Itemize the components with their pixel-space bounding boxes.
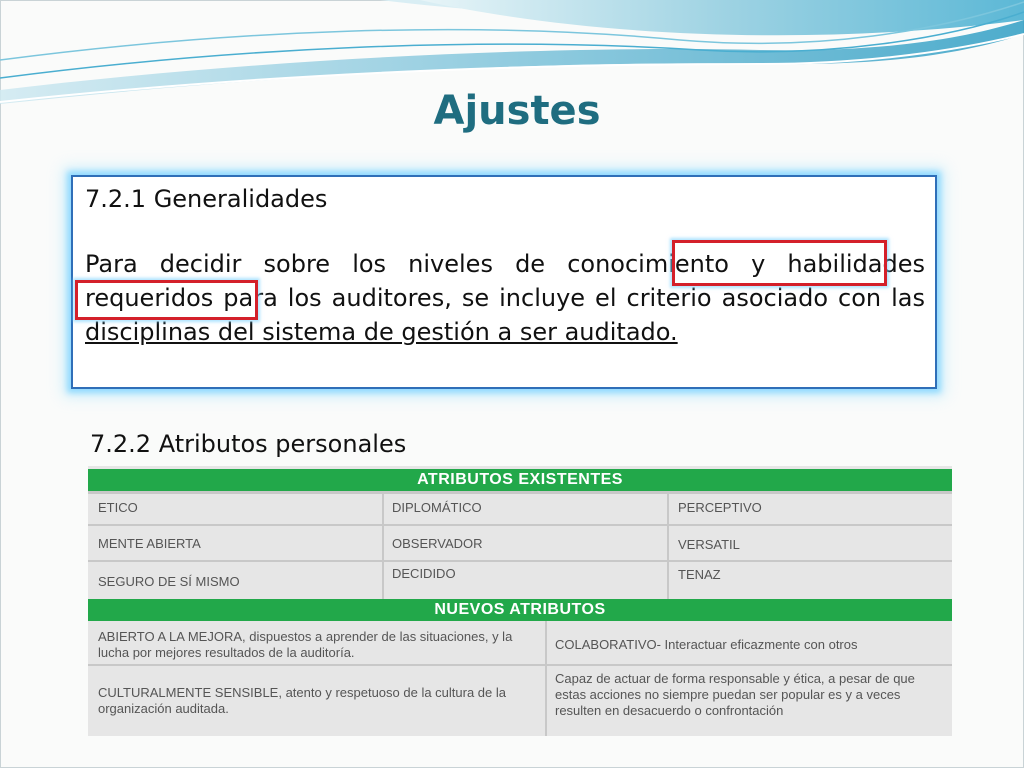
- table-cell: TENAZ: [678, 567, 721, 582]
- table-cell: DECIDIDO: [392, 566, 456, 581]
- slide-title: Ajustes: [433, 88, 601, 134]
- paragraph-text: y: [728, 250, 788, 278]
- highlight-box-conocimiento: [672, 240, 887, 286]
- table-cell: COLABORATIVO- Interactuar eficazmente con otros: [555, 637, 858, 652]
- table-band-new: NUEVOS ATRIBUTOS: [88, 599, 952, 621]
- underlined-phrase: disciplinas del sistema de gestión a ser auditado.: [85, 318, 678, 346]
- generalidades-box: [71, 175, 937, 389]
- grid-line: [545, 621, 547, 736]
- table-cell: CULTURALMENTE SENSIBLE, atento y respetuoso de la cultura de la organización auditada.: [98, 685, 507, 716]
- table-cell: MENTE ABIERTA: [98, 536, 201, 551]
- grid-line: [88, 664, 952, 666]
- table-band-existing: ATRIBUTOS EXISTENTES: [88, 469, 952, 491]
- table-cell: VERSATIL: [678, 537, 740, 552]
- paragraph-text: requeridos para los auditores, se incluye el criterio asociado con las: [85, 284, 925, 312]
- grid-line: [88, 524, 952, 526]
- grid-line: [88, 491, 952, 494]
- table-cell: ETICO: [98, 500, 138, 515]
- attributes-table: [88, 466, 952, 736]
- section-heading-generalidades: 7.2.1 Generalidades: [85, 185, 328, 213]
- highlighted-term-conocimiento: conocimiento: [567, 250, 729, 278]
- table-cell: Capaz de actuar de forma responsable y ética, a pesar de que estas acciones no siempre puedan ser popular es y a veces resulten en desacuerdo o confrontación: [555, 671, 915, 718]
- paragraph-text: Para decidir sobre los niveles de: [85, 250, 568, 278]
- table-cell: DIPLOMÁTICO: [392, 500, 482, 515]
- grid-line: [667, 491, 669, 599]
- section-heading-atributos: 7.2.2 Atributos personales: [90, 430, 407, 458]
- table-cell: PERCEPTIVO: [678, 500, 762, 515]
- grid-line: [382, 491, 384, 599]
- grid-line: [88, 560, 952, 562]
- table-cell: SEGURO DE SÍ MISMO: [98, 574, 240, 589]
- table-cell: ABIERTO A LA MEJORA, dispuestos a aprender de las situaciones, y la lucha por mejores resultados de la auditoría.: [98, 629, 513, 660]
- table-cell: OBSERVADOR: [392, 536, 483, 551]
- highlighted-term-habilidades: habilidades: [787, 250, 925, 278]
- highlight-box-habilidades: [75, 280, 258, 320]
